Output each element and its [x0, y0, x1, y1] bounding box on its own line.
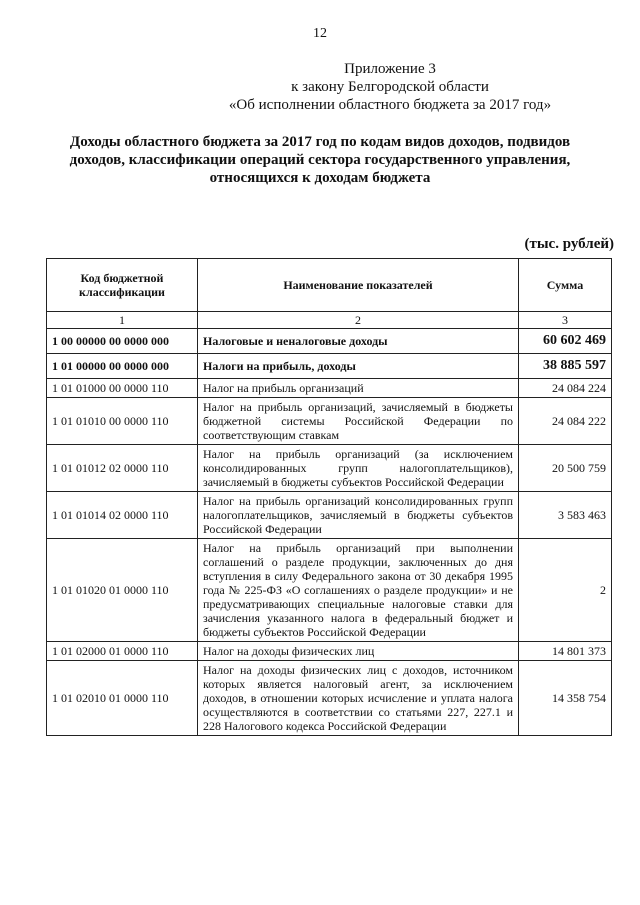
row-code: 1 01 01014 02 0000 110 — [47, 492, 198, 539]
row-code: 1 01 01012 02 0000 110 — [47, 445, 198, 492]
header-code: Код бюджетной классификации — [47, 259, 198, 312]
header-sum: Сумма — [519, 259, 612, 312]
row-name: Налог на прибыль организаций консолидированных групп налогоплательщиков, зачисляемый в бюджеты субъектов Российской Федерации — [198, 492, 519, 539]
row-name: Налог на прибыль организаций (за исключением консолидированных групп налогоплательщиков), зачисляемый в бюджеты субъектов Российской Федерации — [198, 445, 519, 492]
row-code: 1 01 01000 00 0000 110 — [47, 379, 198, 398]
row-name: Налоги на прибыль, доходы — [198, 354, 519, 379]
row-code: 1 01 02000 01 0000 110 — [47, 642, 198, 661]
row-name: Налог на прибыль организаций — [198, 379, 519, 398]
table-row — [47, 398, 612, 445]
row-name: Налог на прибыль организаций при выполнении соглашений о разделе продукции, заключенных до дня вступления в силу Федерального закона от 30 декабря 1995 года № 225-ФЗ «О соглашениях о разделе продукции» и не предусматривающих специальные налоговые ставки для зачисления указанного налога в федеральный бюджет и бюджеты субъектов Российской Федерации — [198, 539, 519, 642]
row-sum: 14 801 373 — [519, 642, 612, 661]
row-sum: 24 084 222 — [519, 398, 612, 445]
table-row — [47, 661, 612, 736]
header-name: Наименование показателей — [198, 259, 519, 312]
row-code: 1 00 00000 00 0000 000 — [47, 329, 198, 354]
column-number: 3 — [519, 312, 612, 329]
row-sum: 14 358 754 — [519, 661, 612, 736]
appendix-line-2: к закону Белгородской области — [291, 79, 489, 95]
title-line-2: доходов, классификации операций сектора государственного управления, — [69, 152, 571, 168]
column-number-row — [47, 312, 612, 329]
appendix-line-3: «Об исполнении областного бюджета за 2017 год» — [228, 97, 552, 113]
row-sum: 60 602 469 — [519, 329, 612, 354]
table-row — [47, 379, 612, 398]
row-sum: 38 885 597 — [519, 354, 612, 379]
document-title — [40, 133, 600, 187]
page-number: 12 — [313, 26, 327, 41]
row-name: Налог на прибыль организаций, зачисляемый в бюджеты бюджетной системы Российской Федерации по соответствующим ставкам — [198, 398, 519, 445]
appendix-line-1: Приложение 3 — [344, 61, 436, 77]
title-line-1: Доходы областного бюджета за 2017 год по кодам видов доходов, подвидов — [69, 134, 571, 150]
table-row — [47, 329, 612, 354]
row-code: 1 01 01020 01 0000 110 — [47, 539, 198, 642]
appendix-header — [200, 60, 580, 114]
table-row — [47, 539, 612, 642]
units-label: (тыс. рублей) — [524, 236, 614, 252]
row-code: 1 01 01010 00 0000 110 — [47, 398, 198, 445]
row-name: Налог на доходы физических лиц с доходов, источником которых является налоговый агент, за исключением доходов, в отношении которых исчисление и уплата налога осуществляются в соответствии со статьями 227, 227.1 и 228 Налогового кодекса Российской Федерации — [198, 661, 519, 736]
row-code: 1 01 02010 01 0000 110 — [47, 661, 198, 736]
row-name: Налог на доходы физических лиц — [198, 642, 519, 661]
row-sum: 3 583 463 — [519, 492, 612, 539]
table-header-row — [47, 259, 612, 312]
row-code: 1 01 00000 00 0000 000 — [47, 354, 198, 379]
title-line-3: относящихся к доходам бюджета — [209, 170, 431, 186]
row-sum: 2 — [519, 539, 612, 642]
column-number: 2 — [198, 312, 519, 329]
table-row — [47, 354, 612, 379]
table-row — [47, 642, 612, 661]
table-row — [47, 492, 612, 539]
column-number: 1 — [47, 312, 198, 329]
row-name: Налоговые и неналоговые доходы — [198, 329, 519, 354]
row-sum: 20 500 759 — [519, 445, 612, 492]
row-sum: 24 084 224 — [519, 379, 612, 398]
revenue-table — [46, 258, 612, 736]
table-row — [47, 445, 612, 492]
